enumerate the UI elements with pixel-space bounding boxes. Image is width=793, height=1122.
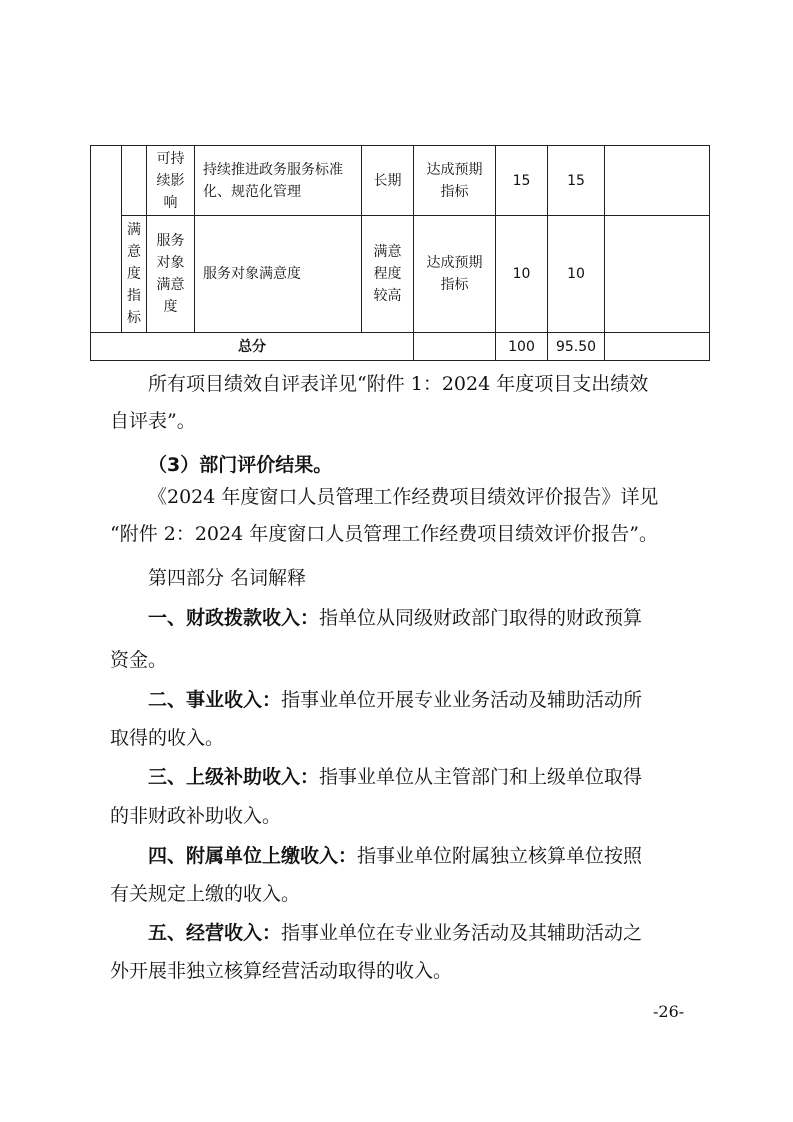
cell-line: 标: [127, 310, 141, 326]
cell-line: 满: [127, 222, 141, 238]
definition-term: 一、财政拨款收入：: [148, 607, 320, 629]
table-row-satisfaction: [91, 216, 710, 333]
cell-total-empty: [414, 333, 496, 361]
cell-line: 指标: [440, 183, 469, 200]
cell-remark: [605, 216, 710, 333]
cell-indicator-level1: [91, 146, 122, 333]
cell-total-remark: [605, 333, 710, 361]
cell-score: 15: [548, 146, 605, 216]
cell-target: [362, 216, 414, 333]
definition-text: 指事业单位从主管部门和上级单位取得: [319, 766, 643, 788]
paragraph-line: “附件 2：2024 年度窗口人员管理工作经费项目绩效评价报告”。: [110, 523, 658, 545]
cell-status: [414, 146, 496, 216]
definition-line: 资金。: [110, 649, 168, 671]
cell-total-label: 总分: [91, 333, 414, 361]
page-number: -26-: [653, 1002, 685, 1021]
cell-sub-indicator: [147, 146, 195, 216]
definition-term: 四、附属单位上缴收入：: [148, 845, 358, 867]
definition-line: 取得的收入。: [110, 727, 225, 749]
cell-weight: 15: [496, 146, 548, 216]
definition-term: 二、事业收入：: [148, 689, 282, 711]
cell-target: 长期: [362, 146, 414, 216]
definition-line: 外开展非独立核算经营活动取得的收入。: [110, 960, 453, 982]
cell-line: 响: [163, 194, 178, 211]
cell-remark: [605, 146, 710, 216]
paragraph-line: 所有项目绩效自评表详见“附件 1：2024 年度项目支出绩效: [148, 373, 649, 395]
definition-line: [148, 918, 748, 948]
cell-line: 服务: [156, 233, 185, 249]
cell-content: 持续推进政务服务标准 化、规范化管理: [195, 146, 362, 216]
cell-status: [414, 216, 496, 333]
cell-line: 满意: [373, 244, 402, 260]
cell-score: 10: [548, 216, 605, 333]
definition-line: 的非财政补助收入。: [110, 805, 282, 827]
definition-text: 指事业单位在专业业务活动及其辅助活动之: [281, 922, 643, 944]
section-heading: （3）部门评价结果。: [148, 454, 333, 476]
performance-table: [90, 145, 710, 361]
part-heading: 第四部分 名词解释: [148, 567, 307, 589]
cell-line: 可持: [156, 150, 185, 167]
definition-line: [148, 603, 748, 633]
cell-total-score: 95.50: [548, 333, 605, 361]
cell-line: 续影: [156, 172, 185, 189]
cell-line: 达成预期: [426, 255, 483, 271]
cell-total-weight: 100: [496, 333, 548, 361]
cell-line: 指: [127, 288, 141, 304]
cell-line: 度: [127, 266, 141, 282]
cell-line: 意: [127, 244, 141, 260]
paragraph-line: 自评表”。: [110, 410, 196, 432]
cell-line: 指标: [440, 277, 469, 293]
cell-line: 达成预期: [426, 161, 483, 178]
definition-line: [148, 841, 748, 871]
definition-text: 指事业单位附属独立核算单位按照: [357, 845, 643, 867]
cell-sub-indicator: [147, 216, 195, 333]
definition-line: [148, 685, 748, 715]
definition-text: 指事业单位开展专业业务活动及辅助活动所: [281, 689, 643, 711]
definition-text: 指单位从同级财政部门取得的财政预算: [319, 607, 643, 629]
definition-term: 三、上级补助收入：: [148, 766, 320, 788]
cell-line: 度: [163, 299, 178, 315]
definition-line: [148, 762, 748, 792]
cell-line: 程度: [373, 266, 402, 282]
definition-line: 有关规定上缴的收入。: [110, 883, 301, 905]
cell-weight: 10: [496, 216, 548, 333]
paragraph-line: 《2024 年度窗口人员管理工作经费项目绩效评价报告》详见: [148, 486, 659, 508]
cell-indicator-satisfaction: [122, 216, 147, 333]
table-row-total: [91, 333, 710, 361]
cell-indicator-level2-empty: [122, 146, 147, 216]
cell-line: 对象: [156, 255, 185, 271]
cell-content: 服务对象满意度: [195, 216, 362, 333]
definition-term: 五、经营收入：: [148, 922, 282, 944]
cell-line: 较高: [373, 288, 402, 304]
table-row-sustainable-impact: [91, 146, 710, 216]
cell-line: 满意: [156, 277, 185, 293]
